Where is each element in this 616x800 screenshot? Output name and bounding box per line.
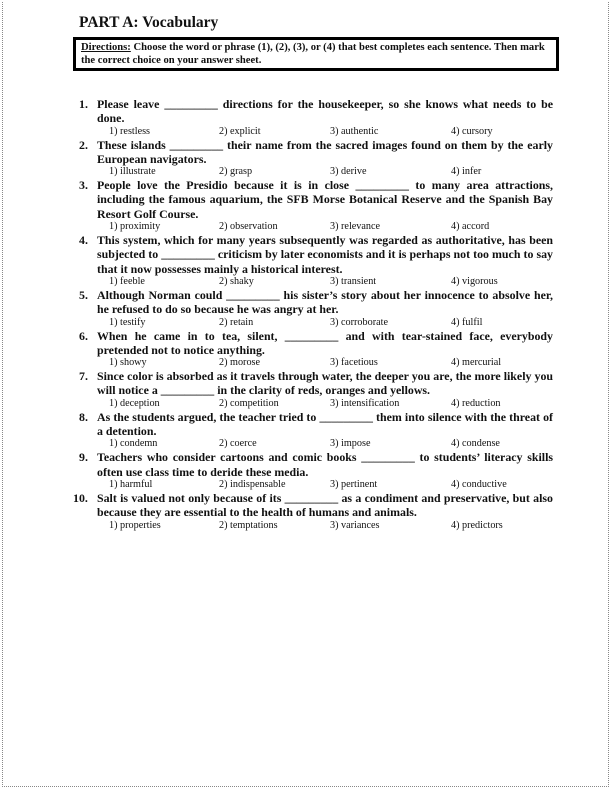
option-4: 4) condense [451,438,500,450]
option-3: 3) intensification [330,397,400,409]
answer-options [109,317,553,329]
question-text: People love the Presidio because it is in close _________ to many area attractions, including the famous aquarium, the SFB Morse Botanical Reserve and the Spanish Bay Resort Golf Course. [97,178,553,221]
option-2: 2) temptations [219,519,278,531]
option-1: 1) testify [109,316,146,328]
question-number: 8. [79,409,88,424]
answer-options [109,398,553,410]
option-3: 3) corroborate [330,316,388,328]
option-3: 3) variances [330,519,380,531]
option-1: 1) condemn [109,438,158,450]
option-3: 3) relevance [330,221,381,233]
option-1: 1) proximity [109,221,161,233]
option-2: 2) morose [219,357,261,369]
option-3: 3) facetious [330,357,378,369]
option-1: 1) feeble [109,275,145,287]
option-2: 2) grasp [219,166,253,178]
directions-text: Choose the word or phrase (1), (2), (3), or (4) that best completes each sentence. Then mark the correct choice on your answer sheet. [81,42,545,66]
question-10 [73,490,553,532]
question-list [73,97,553,532]
option-1: 1) harmful [109,478,153,490]
option-3: 3) transient [330,275,377,287]
question-number: 10. [73,490,88,505]
question-number: 7. [79,369,88,384]
answer-options [109,357,553,369]
answer-options [109,126,553,138]
question-text: Salt is valued not only because of its _________ as a condiment and preservative, but also because they are essential to the health of humans and animals. [97,490,553,520]
question-3 [79,178,553,233]
option-4: 4) infer [451,166,482,178]
option-3: 3) impose [330,438,371,450]
directions-box [73,37,559,71]
option-1: 1) showy [109,357,147,369]
question-text: Although Norman could _________ his sister’s story about her innocence to absolve her, he refused to do so because he was angry at her. [97,287,553,317]
page-title: PART A: Vocabulary [79,14,219,31]
question-4 [79,233,553,288]
question-text: As the students argued, the teacher tried to _________ them into silence with the threat of a detention. [97,409,553,439]
option-2: 2) observation [219,221,278,233]
option-1: 1) restless [109,125,151,137]
question-number: 9. [79,450,88,465]
option-4: 4) conductive [451,478,507,490]
question-1 [79,97,553,138]
option-4: 4) cursory [451,125,493,137]
option-2: 2) coerce [219,438,257,450]
option-4: 4) accord [451,221,490,233]
question-text: Please leave _________ directions for the housekeeper, so she knows what needs to be done. [97,97,553,126]
question-6 [79,329,553,370]
answer-options [109,166,553,178]
question-number: 1. [79,97,88,111]
question-text: This system, which for many years subsequently was regarded as authoritative, has been subjected to _________ criticism by later economists and it is perhaps not too much to say that it now possesses mainly a historical interest. [97,233,553,276]
question-number: 5. [79,287,88,302]
question-9 [79,450,553,491]
option-4: 4) reduction [451,397,501,409]
question-number: 4. [79,233,88,248]
question-text: Since color is absorbed as it travels through water, the deeper you are, the more likely you will notice a _________ in the clarity of reds, oranges and yellows. [97,369,553,398]
answer-options [109,479,553,491]
question-number: 2. [79,137,88,152]
question-number: 3. [79,178,88,193]
question-text: Teachers who consider cartoons and comic books _________ to students’ literacy skills often use class time to deride these media. [97,450,553,479]
directions-label: Directions: [81,42,131,53]
page-frame [2,2,609,787]
option-2: 2) indispensable [219,478,286,490]
answer-options [109,520,553,532]
question-2 [79,138,553,179]
question-text: These islands _________ their name from the sacred images found on them by the early European navigators. [97,137,553,166]
option-3: 3) pertinent [330,478,378,490]
option-1: 1) deception [109,397,160,409]
question-5 [79,288,553,329]
option-4: 4) predictors [451,519,503,531]
question-number: 6. [79,328,88,343]
answer-options [109,276,553,288]
question-text: When he came in to tea, silent, _________ and with tear-stained face, everybody pretended not to notice anything. [97,328,553,357]
question-7 [79,369,553,410]
option-4: 4) fulfil [451,316,483,328]
option-3: 3) derive [330,166,367,178]
option-1: 1) illustrate [109,166,156,178]
answer-options [109,221,553,233]
option-2: 2) shaky [219,275,254,287]
option-2: 2) competition [219,397,279,409]
option-2: 2) retain [219,316,254,328]
option-3: 3) authentic [330,125,379,137]
option-4: 4) mercurial [451,357,502,369]
option-2: 2) explicit [219,125,261,137]
answer-options [109,438,553,450]
option-1: 1) properties [109,519,161,531]
question-8 [79,410,553,451]
option-4: 4) vigorous [451,275,498,287]
